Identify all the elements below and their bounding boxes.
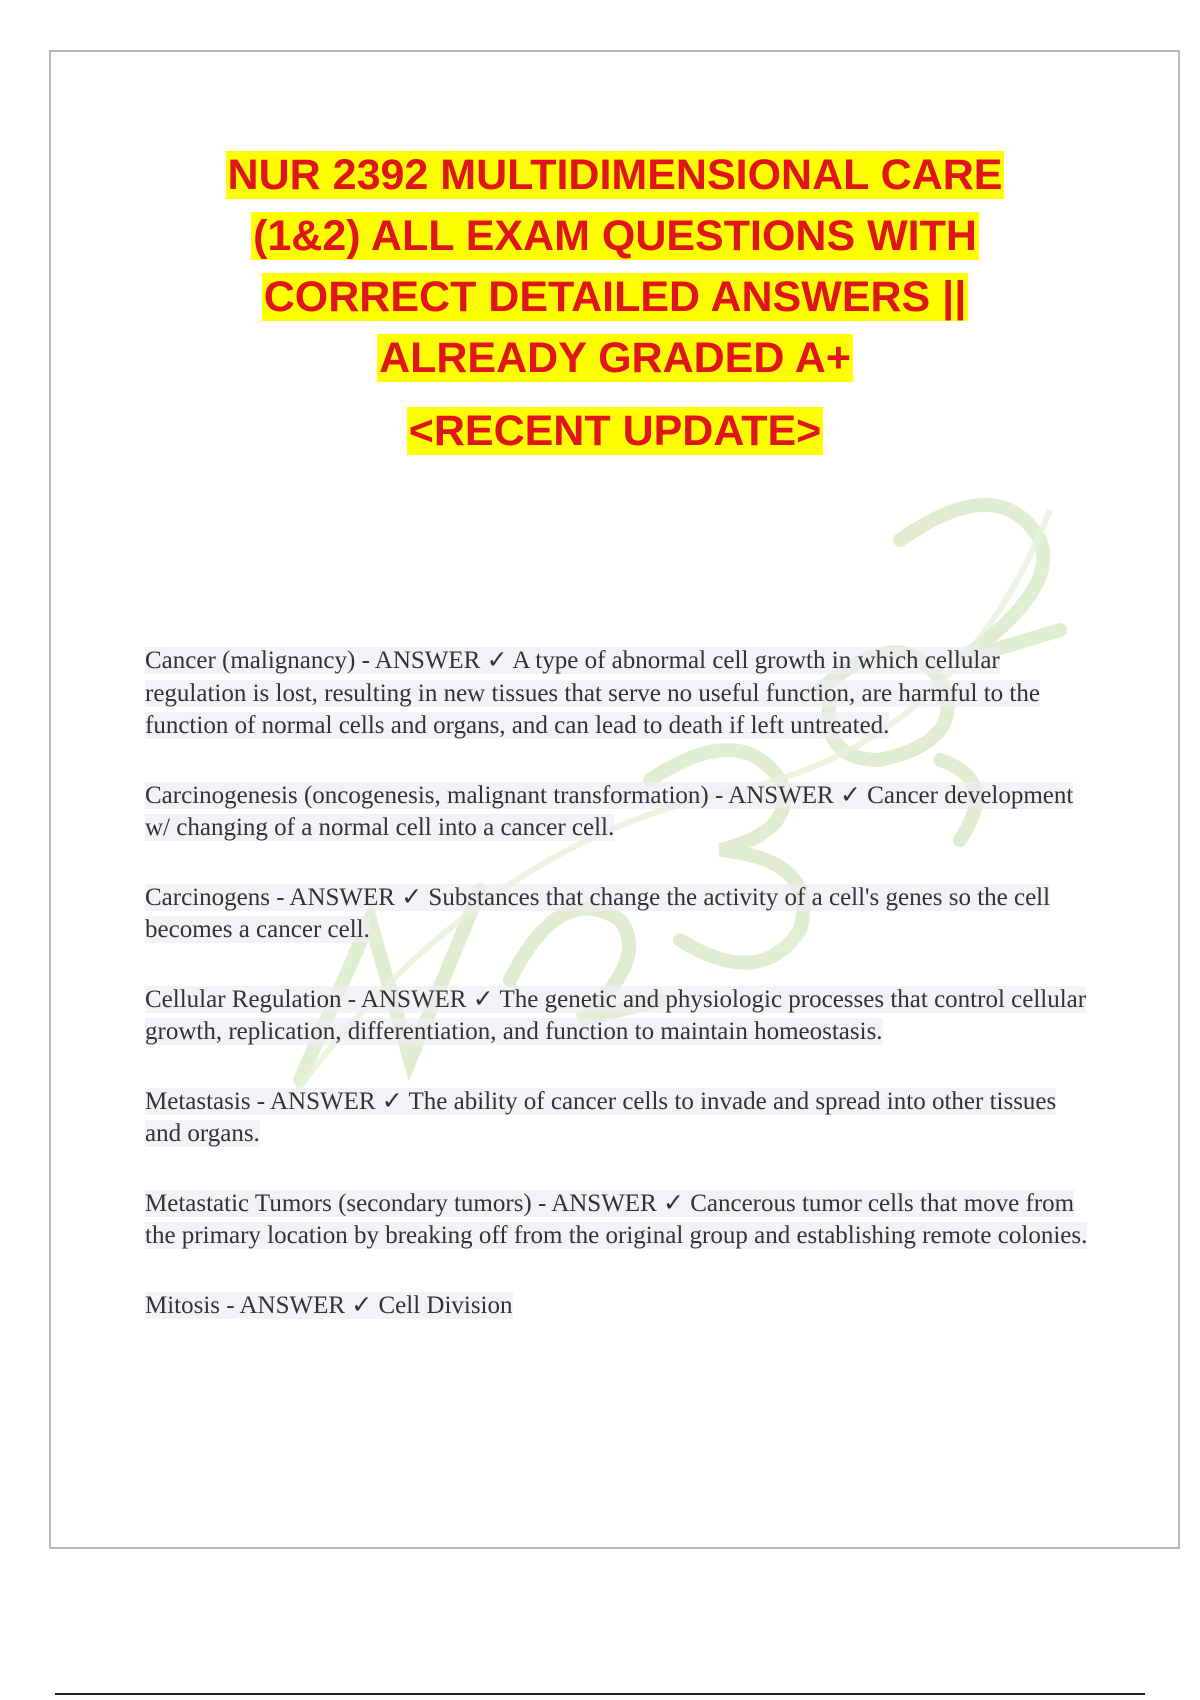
qa-item-text: Cancer (malignancy) - ANSWER ✓ A type of abnormal cell growth in which cellular regulation is lost, resulting in new tissues that serve no useful function, are harmful to the function of normal cells and organs, and can lead to death if left untreated.	[145, 647, 1040, 739]
title-line-4: ALREADY GRADED A+	[379, 334, 851, 382]
qa-item-mitosis	[145, 1290, 1090, 1323]
qa-item-text: Carcinogens - ANSWER ✓ Substances that change the activity of a cell's genes so the cell becomes a cancer cell.	[145, 883, 1051, 943]
title-line-2: (1&2) ALL EXAM QUESTIONS WITH	[253, 212, 977, 260]
qa-item-carcinogenesis	[145, 780, 1090, 845]
qa-item-text: Metastatic Tumors (secondary tumors) - ANSWER ✓ Cancerous tumor cells that move from the primary location by breaking off from the original group and establishing remote colonies.	[145, 1189, 1088, 1249]
qa-item-metastatic-tumors	[145, 1188, 1090, 1253]
qa-item-cancer	[145, 645, 1090, 743]
bottom-rule	[55, 1693, 1145, 1695]
qa-item-text: Mitosis - ANSWER ✓ Cell Division	[145, 1291, 513, 1319]
recent-update-label: <RECENT UPDATE>	[408, 407, 822, 455]
qa-item-text: Cellular Regulation - ANSWER ✓ The genetic and physiologic processes that control cellular growth, replication, differentiation, and function to maintain homeostasis.	[145, 985, 1087, 1045]
qa-item-cellular-regulation	[145, 984, 1090, 1049]
qa-list	[145, 645, 1090, 1359]
title-line-1: NUR 2392 MULTIDIMENSIONAL CARE	[227, 151, 1003, 199]
document-subtitle	[110, 403, 1120, 459]
qa-item-carcinogens	[145, 882, 1090, 947]
qa-item-metastasis	[145, 1086, 1090, 1151]
qa-item-text: Metastasis - ANSWER ✓ The ability of cancer cells to invade and spread into other tissues and organs.	[145, 1087, 1057, 1147]
title-line-3: CORRECT DETAILED ANSWERS ||	[263, 273, 967, 321]
qa-item-text: Carcinogenesis (oncogenesis, malignant transformation) - ANSWER ✓ Cancer development w/ changing of a normal cell into a cancer cell.	[145, 781, 1074, 841]
document-title	[110, 145, 1120, 389]
